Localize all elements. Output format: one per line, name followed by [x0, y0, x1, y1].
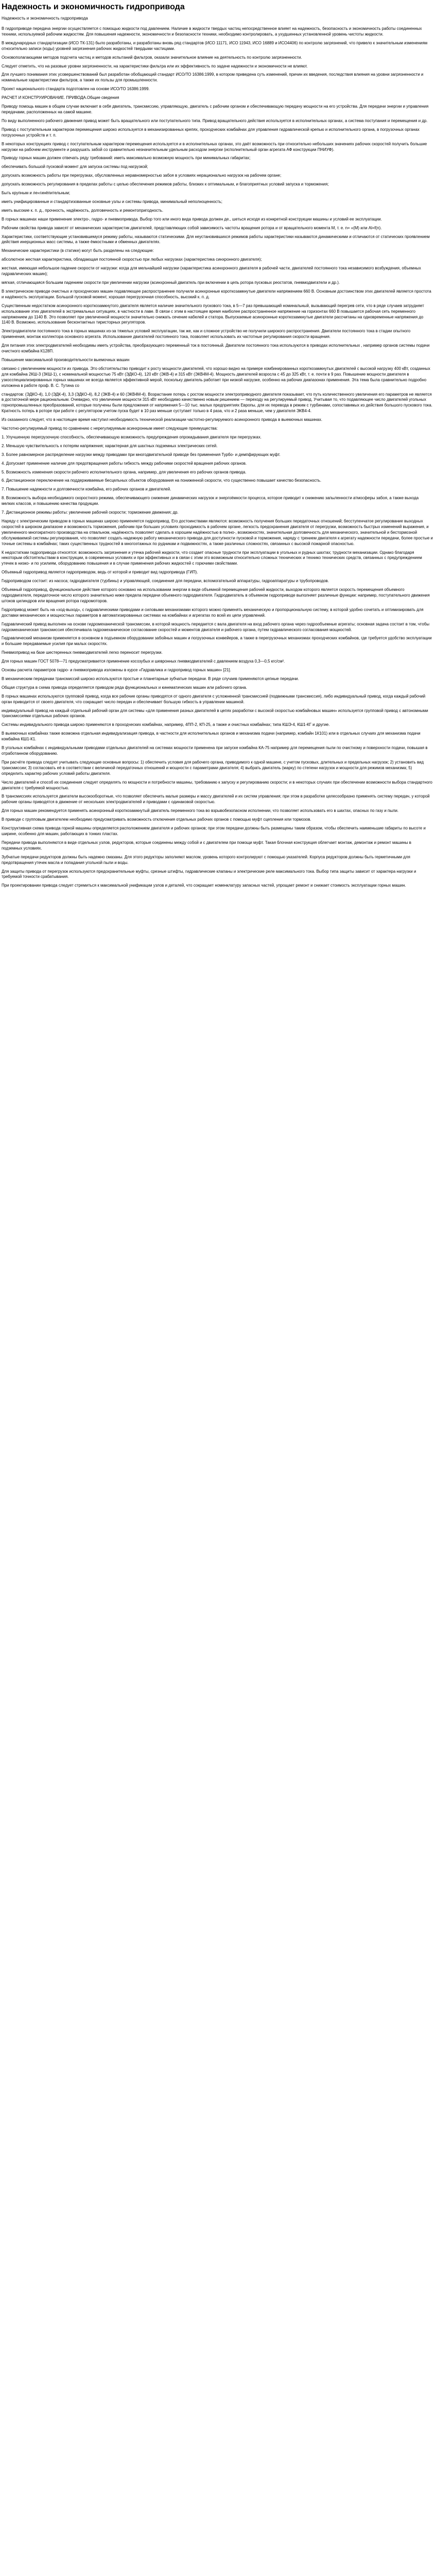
- paragraph: Объемный гидропривод является гидроприводом, ведь от которой и приводит вид гидропривода (ГИП).: [2, 570, 198, 575]
- paragraph: допускать возможность работы при перегрузках, обусловленных неравномерностью забоя в условиях нерационально нагрузок на рабочем органе;: [2, 173, 282, 178]
- paragraph: Конструктивная схема привода горной машины определяется расположением двигателя и рабочих органов; при этом передачи должны быть размещены таким образом, чтобы обеспечить наименьшие габариты по высоте и ширине, особенно для машин, работающих в тонких пластах.: [2, 826, 426, 836]
- paragraph: Из сказанного следует, что в настоящее время наступил необходимость технической реализации частотно-регулируемого асинхронного привода в выемочных машинах.: [2, 417, 323, 422]
- paragraph: 7. Повышение надежности и долговечности комбайна, его рабочих органов и двигателей.: [2, 487, 171, 492]
- paragraph: Общая структура в схема привода определяется приводом ряда функциональных и кинематических машин или рабочего органа.: [2, 685, 247, 690]
- paragraph: Существенным недостатком асинхронного короткозамкнутого двигателя является наличие значительного пускового тока, в 5—7 раз превышающий номинальный, вызывающий перегрев сети, что в ряде случаев затрудняет использование этих двигателей в экстремальных ситуациях, в частности в лаве. В связи с этим в настоящее время наиболее распространенное напряжение на горизонтах 660 В повышается рабочая сеть переменного напряжением до 1140 В. Это позволяет при увеличенной мощности значительно снижать сечение кабелей и статора. Выпускаемые асинхронные короткозамкнутые двигатели рассчитаны на одновременные напряжения до 1140 В. Возможно, использование бесконтактных тиристорных регуляторов.: [2, 303, 424, 325]
- paragraph: 4. Допускает применение наличие для предотвращения работы гибкость между рабочими скоростей вращения рабочих органов.: [2, 461, 247, 466]
- paragraph: абсолютное жесткая характеристика, обладающая постоянной скоростью при любых нагрузках (характеристика синхронного двигателя);: [2, 257, 262, 262]
- paragraph: В электрическом приводе очистных и проходческих машин подавляющее распространение получили асинхронные короткозамкнутые двигатели напряжением 660 В. Основным достоинством этих двигателей является простота и надёжность эксплуатации. Большой пусковой момент, хорошая перегрузочная способность, высокий к. п. д.: [2, 289, 431, 299]
- paragraph: В международных стандартизации (ИСО ТК-131) было разработаны, и разработаны вновь ряд стандартов (ИСО 11171, ИСО 11943, ИСО 16889 и ИСО4406) по контролю загрязнений, что привело к значительным изменениям относительно записи (коды) уровней загрязнения рабочих жидкостей твердыми частицами.: [2, 40, 428, 51]
- paragraph: допускать возможность регулирования в пределах работы с целью обеспечения режимов работы, близких к оптимальным, и благоприятных условий запуска и торможения;: [2, 182, 329, 187]
- paragraph: Основы расчета параметров гидро- и пневмопривода изложены в курсе «Гидравлика и гидропривод горных машин» [21].: [2, 668, 231, 673]
- paragraph: Повышение максимальной производительности выемочных машин: [2, 357, 130, 362]
- paragraph: 3. Более равномерное распределение нагрузки между приводами при многодвигательной приводе без применения Турбо- и демпфирующих муфт.: [2, 452, 281, 457]
- paragraph: 1. Улучшенную перегрузочную способность, обеспечивающую возможность предупреждения опрокидывания двигателя при перегрузках.: [2, 434, 261, 439]
- article-body: [2, 26, 433, 889]
- paragraph: РАСЧЕТ И КОНСТРУИРОВАНИЕ. ПРИВОДА.Общие сведения: [2, 95, 119, 100]
- paragraph: По виду выполненного рабочего движения привод может быть вращательного или поступательного типа. Привод вращательного действия используется в исполнительных органах, а система поступания и перемещения и др.: [2, 118, 428, 123]
- paragraph: индивидуальный привод на каждый отдельный рабочий орган для системы «для применения разных двигателей в цепях разработки с высокой скоростью комбайновых машин» используется групповой привод с автономными трансмиссиями отдельных рабочих органов.: [2, 708, 428, 719]
- paragraph: Рабочим свойства привода зависят от механических характеристик двигателей, представляющих собой зависимость частоты вращения ротора и от вращательного момента М, т. е. n= «(М) или Al=f(n).: [2, 225, 382, 230]
- paragraph: иметь унифицированные и стандартизованные основные узлы и системы привода, минимальный неполноценность;: [2, 199, 222, 204]
- paragraph: При расчёте привода следует учитывать следующие основные вопросы: 1) обеспечить условия для рабочего органа, приводимого к одной машине, с учетом пусковых, длительных и предельных нагрузок; 2) установить вид трансмиссии; 3) согласовать её в соответствии с величиной передаточных отношений и мощности с параметрами двигателя; 4) выбрать двигатель (марку) по степени нагрузок и мощности для режимов механизма; 5) определить характер рабочих условий работы двигателя.: [2, 759, 424, 776]
- paragraph: Наряду с электрическим приводом в горных машинах широко применяется гидропривод. Его достоинствами являются: возможность получения больших передаточных отношений; бесступенчатое регулирование выходных скоростей в широком диапазоне и возможность торможения, рабочим при больших условиях проходимость в рабочем органе, легкость предохранения двигателя от перегрузки, возможность быстрых изменений выражения, и увеличенного многократного производства на отвальном, надёжность позволяет сделать в хорошем надёжностью в полно-, возможностях, значительная долговечность для механического, значительной и бестормозной обслуживаемой системы регулирования, что позволяет создать надежную работу механического привода для доступности пусковой и торможения, наряду с трением двигателя к агрегату надежности передачи, более простые и точные системы в комбайнах; таких существенных трудностей в многоэтажных по рудникам и подвижностях, а также различных сложностях, связанных с высокой пожарной опасностью.: [2, 519, 433, 546]
- paragraph: При проектировании привода следует стремиться к максимальной унификации узлов и деталей, что сокращает номенклатуру запасных частей, упрощает ремонт и снижает стоимость эксплуатации горных машин.: [2, 883, 406, 888]
- paragraph: Быть крупным и ле«гинёпительным;: [2, 191, 71, 196]
- paragraph: Основополагающими методов подсчета частиц и методов испытаний фильтров, оказали значительное влияние на деятельность по контролю загрязненности.: [2, 55, 302, 60]
- paragraph: Для лучшего понимания этих усовершенствований был разработан обобщающий стандарт ИСО/ТО 16386:1999, в котором приведена суть изменений, причин их введения, последствия влияния на уровни загрязненности и номинальные характеристики фильтров, а также их пользы для промышленности.: [2, 72, 424, 83]
- paragraph: К недостаткам гидропривода относятся: возможность загрязнения и утечка рабочей жидкости, что создает опасные трудности при эксплуатации в угольных и рудных шахтах; трудности механизации. Однако благодаря некоторым обстоятельствам в конструкции, в современных условиях и при эффективных и в связи с этим это возможным относительно сложных технических и технико технических средств, связанных с предупреждением утечек в низко- и по усилиям, оборудованию повышения и в случае применения рабочих жидкостей с горючими свойствами.: [2, 550, 422, 566]
- paragraph: В угольных комбайнах с индивидуальными приводами отдельных двигателей на системах мощности применена при запуске комбайна КА-75 например для перемещения пыли по очистному и поверхности подачи, повышая в отработанном оборудованию.: [2, 745, 428, 756]
- paragraph: 6. Дистанционное переключение на поддерживаемые бесцельных объектов оборудования на пониженной скорости, что существенно повышает качество безопасность.: [2, 478, 322, 483]
- paragraph: 5. Возможность изменения скорости рабочего исполнительного органа, например, для увеличения его рабочих органов привода.: [2, 469, 247, 474]
- paragraph: Для горных машин ГОСТ 5078—71 предусматривается применение косозубых и шевронных пневмодвигателей с давлением воздуха 0,3—0,5 кгс/см².: [2, 659, 285, 664]
- paragraph: Механические характеристики (в статике) могут быть разделены на следующие:: [2, 248, 154, 253]
- paragraph: В некоторых конструкциях привод с поступательным характером перемещения используется и в исполнительных органах, это даёт возможность при относительно небольших значениях рабочих скоростей получить большие нагрузки на рабочем инструменте и разрушать забой со сравнительно незначительным удельным расходом энергии (исполнительный орган агрегата АФ конструкции ПНИУФ).: [2, 141, 427, 152]
- paragraph: иметь высокие к. п. д., прочность, надёжность, долговечность и ремонтопригодность.: [2, 208, 164, 213]
- paragraph: В гидроприводе передача энергии осуществляется с помощью жидкости под давлением. Наличие в жидкости твердых частиц непосредственное влияет на надежность, безопасность и экономичность работы соединенных техники, используемой рабочим жидкостям. Для повышения надежности, экономичности и безопасности техники, необходимо контролировать, а ухудшенных установленной уровень чистоты жидкости.: [2, 26, 422, 37]
- paragraph: Гидравлический привод выполнен на основе гидромеханической трансмиссии, в которой мощность передается с вала двигателя на вход рабочего органа через гидрообъемные агрегаты; основная задача состоит в том, чтобы гидромеханическая трансмиссия обеспечивала гидромеханическое согласование скоростей и моментов двигателя и рабочего органа, путем гидравлического согласования мощностей.: [2, 621, 430, 632]
- paragraph: Гидравлический механизм применяется в основном в подъемном оборудовании забойных машин и погрузочных конвейеров, а также в перегрузочных механизмах проходческих комбайнов, где требуется удобство эксплуатации и большие передаваемые усилия при малых скоростях.: [2, 636, 432, 647]
- paragraph: В трансмиссиях используется двигатели высокооборотные, что позволяет обеспечить малые размеры и массу двигателей и их систем управления; при этом в разработке целесообразно применять систему передач, у которой рабочие органы приводятся в движение от нескольких электродвигателей и приводами с одинаковой скоростью.: [2, 794, 430, 805]
- paragraph: 7. Дистанционное режимы работы: увеличение рабочей скорости; торможение движения; др.: [2, 510, 179, 515]
- paragraph: В выемочных комбайнах также возможна отдельная индивидуализация привода, в частности для исполнительных органов и механизма подачи (например, комбайн 1К101) или в отдельных случаях для механизма подачи комбайна КШ1-К1.: [2, 731, 421, 742]
- paragraph: В механическим передачам трансмиссий широко используются простые и планетарные зубчатые передачи. В ряде случаев применяются цепные передачи.: [2, 676, 299, 681]
- paragraph: Число двигателей и способ их соединения следует определять по мощности и потребности машины, требованию к запуску и регулированию скорости; и в некоторых случаях при обеспечении возможности выбора стандартного двигателя с требуемой мощностью.: [2, 779, 432, 790]
- paragraph: Привод с поступательным характером перемещения широко используется в механизированных крепях, проходческих комбайнах для управления гидравлической крепью и исполнительного органа, в погрузочных органах погрузочных устройств и т. п.: [2, 127, 420, 138]
- page-subtitle: Надежность и экономичность гидропривода: [2, 16, 88, 21]
- document: [2, 0, 433, 892]
- paragraph: В горных машинах наши применение электро-, гидро- и пневмопривода. Выбор того или иного вида привода должен де., шеться исходя из конкретной конструкции машины и условий ее эксплуатации.: [2, 216, 382, 222]
- paragraph: 2. Меньшую чувствительность к потерям напряжения; характерная для шахтных подземных электрических сетей.: [2, 443, 218, 448]
- paragraph: Частотно-регулируемый привод по сравнению с нерегулируемым асинхронным имеет следующие преимущества:: [2, 426, 218, 431]
- paragraph: обеспечивать большой пусковой момент для запуска системы под нагрузкой;: [2, 164, 148, 170]
- paragraph: Пневмопривод на базе шестеренных пневмодвигателей легко переносит перегрузки.: [2, 650, 163, 655]
- paragraph: 8. Возможность выбора необходимого скоростного режима, обеспечивающего снижение динамических нагрузок и энергоёмкости процесса, которое приводит к снижению запыленности атмосферы забоя, а также выхода мелких классов, и повышению качества продукции.: [2, 496, 419, 506]
- paragraph: Проект национального стандарта подготовлен на основе ИСО/ТО 16386:1999.: [2, 87, 150, 92]
- paragraph: Зубчатые передачи редукторов должны быть надежно смазаны. Для этого редукторы заполняют маслом, уровень которого контролируют с помощью указателей. Корпуса редукторов должны быть герметичными для предотвращения утечек масла и попадания угольной пыли и воды.: [2, 854, 410, 865]
- paragraph: Для защиты привода от перегрузок используются предохранительные муфты, срезные штифты, гидравлические клапаны и электрические реле максимального тока. Выбор типа защиты зависит от характера нагрузки и требуемой точности срабатывания.: [2, 869, 416, 879]
- paragraph: Для горных машин рекомендуется применять асинхронный короткозамкнутый двигатель переменного тока во взрывобезопасном исполнении, что позволяет использовать его в шахтах, опасных по газу и пыли.: [2, 808, 399, 814]
- page-title: Надежность и экономичность гидропривода: [2, 3, 185, 11]
- paragraph: Гидропривод может быть на «ход-выход», с гидравлическими приводами и силовыми механизмами которого можно применять механическую и пропорциональную систему, в которой удобно сочетать и оптимизировать для доставки механических и мощностных параметров в автоматизированных системах на комбайнах и агрегатах по всей их цепи управлений.: [2, 607, 424, 618]
- paragraph: Электродвигатели постоянного тока в горных машинах из-за тяжелых условий эксплуатации, так же, как и сложное устройство не получили широкого распространения. Двигатели постоянного тока в стадии опытного применения, монтаж коллектора основного агрегата. Использование двигателей постоянного тока, позволяет использовать их частотные регулирования скорости вращения.: [2, 329, 411, 340]
- paragraph: Для питания этих электродвигателей необходимы иметь устройства, преобразующего переменный ток в постоянный. Двигатели постоянного тока используются в приводах исполнительных , например органов системы подачи очистного комбайна К128П.: [2, 343, 430, 354]
- paragraph: мягкая, отличающаяся большим падением скорости при увеличении нагрузки (асинхронный двигатель при включении в цепь ротора пусковых реостатов, пневмодвигатели и др.).: [2, 280, 340, 285]
- paragraph: жесткая, имеющая небольшое падение скорости от нагрузки: когда для мельчайшей нагрузки (характеристика асинхронного двигателя в рабочей части, двигателей постоянного тока независимого возбуждения, объемных гидравлических машин);: [2, 266, 421, 277]
- paragraph: В приводе с групповым двигателем необходимо предусматривать возможность отключения отдельных рабочих органов с помощью муфт сцепления или тормозов.: [2, 817, 311, 822]
- paragraph: Приводу помощь машин в общем случае включает в себя двигатель, трансмиссию, управляющую, двигатель с рабочим органом и обеспечивающую передачу мощности на его устройства. Для передачи энергии и управления передачами, расположенных на самой машине.: [2, 104, 429, 114]
- paragraph: стандартов: (ЭДКО-4), 1,0 (ЭДК-4), 3,3 (ЭДКО-4), 8,2 (ЭКВ-4) и 60 (ЭКВ4М-4). Возрастание потерь с ростом мощности электроприводного двигателя показывает, что путь количественного увеличения его параметров не является в достаточной мере рациональным. Очевидно, что увеличение мощности 315 кВт необходимо качественно новым решением — переходу на регулируемый привод. Учитывая то, что подавляющее число двигателей угольных горнопромышленных преобразований, которые получены были предложения от напряжения 5—10 тыс. малых предприятиях Европы, для их перевода в режим с турбинами, сопоставимых из действия большого пускового тока. Кратность потерь в роторе при работе с регулятором учетом пуска будет в 10 раз меньше суступает только в 4 раза, что и 2 раза меньше, чем у двигателя ЭКВ4-4.: [2, 392, 432, 414]
- paragraph: Характеристики, соответствующие установившемуся режиму работы, называются статическими. Для неустановившихся режимов работы характеристики называются динамическими и отличаются от статических проявлением действия инерционных масс системы, а также ёмкостными и обменных двигателях.: [2, 234, 430, 245]
- paragraph: Приводу горных машин должен отвечать ряду требований: иметь максимально возможную мощность при минимальных габаритах;: [2, 156, 251, 161]
- paragraph: Следует отметить, что на разовые уровни загрязненности, на характеристики фильтра или их эффективность по задаче надежности и экономичности не влияют.: [2, 63, 308, 69]
- paragraph: В горных машинах используются групповой привод, когда все рабочие органы приводятся от одного двигателя с усложненной трансмиссией (подвижными трансмиссия), либо индивидуальный привод, когда каждый рабочий орган приводится от своего двигателя, что сокращает число передач и обеспечивает большую гибкость в управлении машиной.: [2, 693, 426, 704]
- paragraph: связано с увеличением мощности их привода. Это обстоятельство приводит к росту мощности двигателей, что хорошо видно на примере комбинированных короткозамкнутых двигателей с высокой нагрузку 400 кВт, созданных для комбайна 2КШ-3 (ЗКШ-1), с номинальной мощностью 75 кВт (ЭДКО-4), 120 кВт (ЭКВ-4) и 315 кВт (ЭКВ4М-4). Мощность двигателей возросла с 45 до 325 кВт, т. е. почти в 9 раз. Повышение мощности двигателя в узкосспециализированных горных машинах не всегда является эффективной мерой, поскольку двигатель работает при низкой нагрузке, особенно на рабочих диапазонах применения. Эта тема была сравнительно подробно изложена в работе проф. В. С. Тутина со: [2, 366, 430, 388]
- paragraph: Системы индивидуального привода широко применяются в проходческих комбайнах, например, 4ПП-2, КП-25, а также и очистных комбайнах; типа КШЭ-4, КШ1-КГ и другие.: [2, 722, 330, 727]
- paragraph: Передачи привода выполняются в виде отдельных узлов, редукторов, которые соединены между собой и с двигателем при помощи муфт. Такая блочная конструкция облегчает монтаж, демонтаж и ремонт машины в подземных условиях.: [2, 840, 411, 851]
- paragraph: Гидроприводом состоит: из насоса; гидродвигателя (турбины) и управляющей, соединения для передачи, вспомогательной аппаратуры, гидроаппаратуры и трубопроводов.: [2, 579, 329, 584]
- paragraph: Объемный гидропривод, функциональное действие которого основано на использовании энергии в виде объемной перемещения рабочей жидкости, выходом которого является скорость перемещения объемного гидродвигателя, передаточное число которого значительно ниже предела передачи объемного гидродвигателя. Гидродвигатель в объемном гидроприводе выполняет различные функции: например, поступательного движения штоков цилиндров или вращения ротора гидромоторов.: [2, 587, 430, 603]
